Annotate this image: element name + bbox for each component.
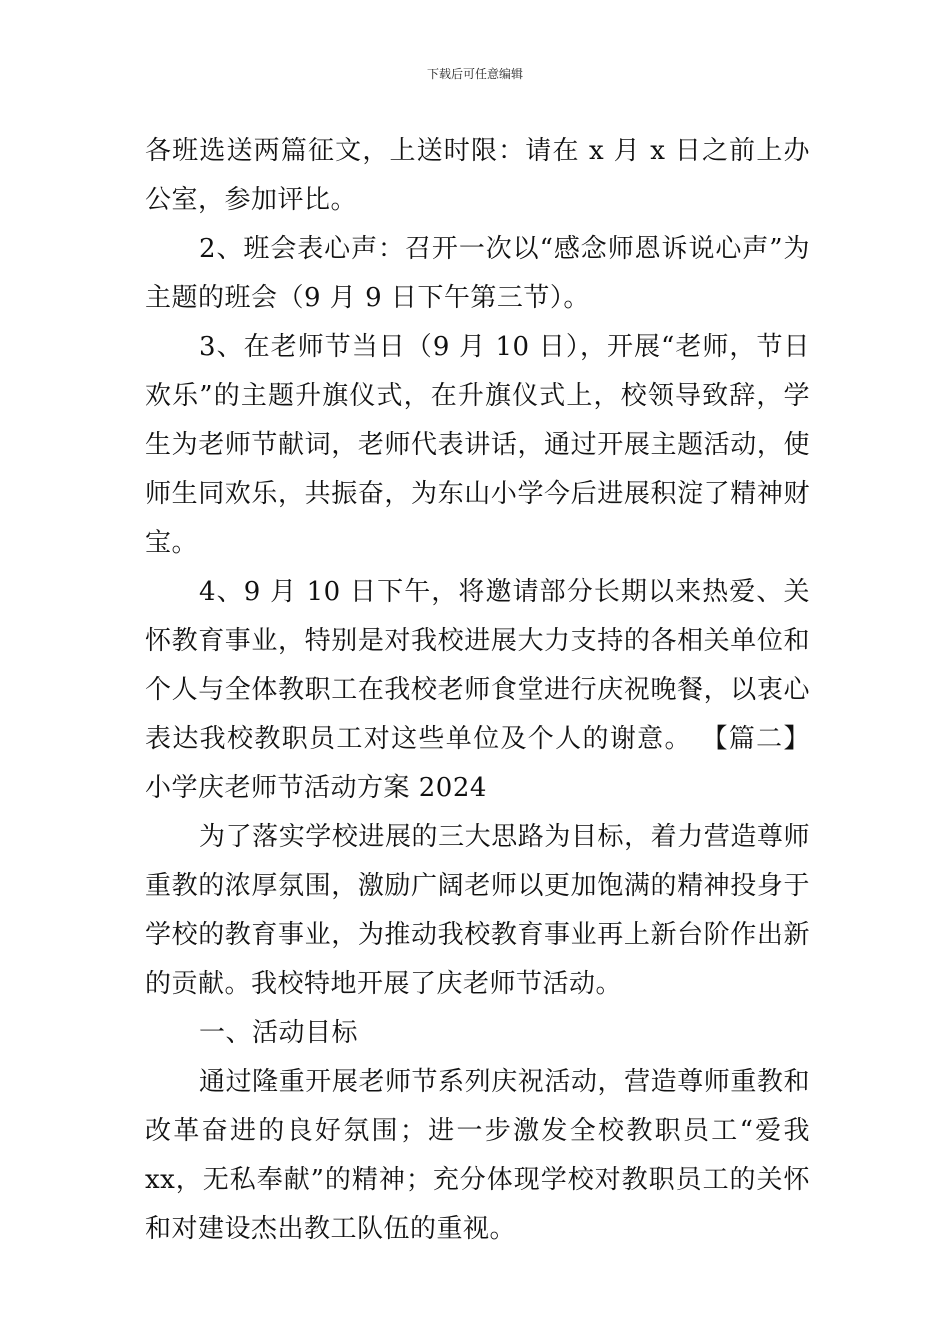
- page-header-note: 下载后可任意编辑: [426, 67, 523, 81]
- paragraph: 通过隆重开展老师节系列庆祝活动，营造尊师重教和改革奋进的良好氛围；进一步激发全校教职员工“爱我 xx，无私奉献”的精神；充分体现学校对教职员工的关怀和对建设杰出教工队伍的重视。: [145, 1067, 810, 1244]
- paragraph: 3、在老师节当日（9 月 10 日），开展“老师，节日欢乐”的主题升旗仪式，在升旗仪式上，校领导致辞，学生为老师节献词，老师代表讲话，通过开展主题活动，使师生同欢乐，共振奋，为东山小学今后进展积淀了精神财宝。: [145, 332, 810, 558]
- paragraph: 2、班会表心声：召开一次以“感念师恩诉说心声”为主题的班会（9 月 9 日下午第三节）。: [145, 234, 810, 313]
- paragraph: 4、9 月 10 日下午，将邀请部分长期以来热爱、关怀教育事业，特别是对我校进展大力支持的各相关单位和个人与全体教职工在我校老师食堂进行庆祝晚餐，以衷心表达我校教职员工对这些单位及个人的谢意。 【篇二】小学庆老师节活动方案 2024: [145, 577, 810, 803]
- paragraph: 为了落实学校进展的三大思路为目标，着力营造尊师重教的浓厚氛围，激励广阔老师以更加饱满的精神投身于学校的教育事业，为推动我校教育事业再上新台阶作出新的贡献。我校特地开展了庆老师节活动。: [145, 822, 810, 999]
- paragraph: 各班选送两篇征文，上送时限：请在 x 月 x 日之前上办公室，参加评比。: [145, 136, 810, 215]
- section-heading: 一、活动目标: [199, 1018, 359, 1048]
- document-body: [145, 127, 810, 1254]
